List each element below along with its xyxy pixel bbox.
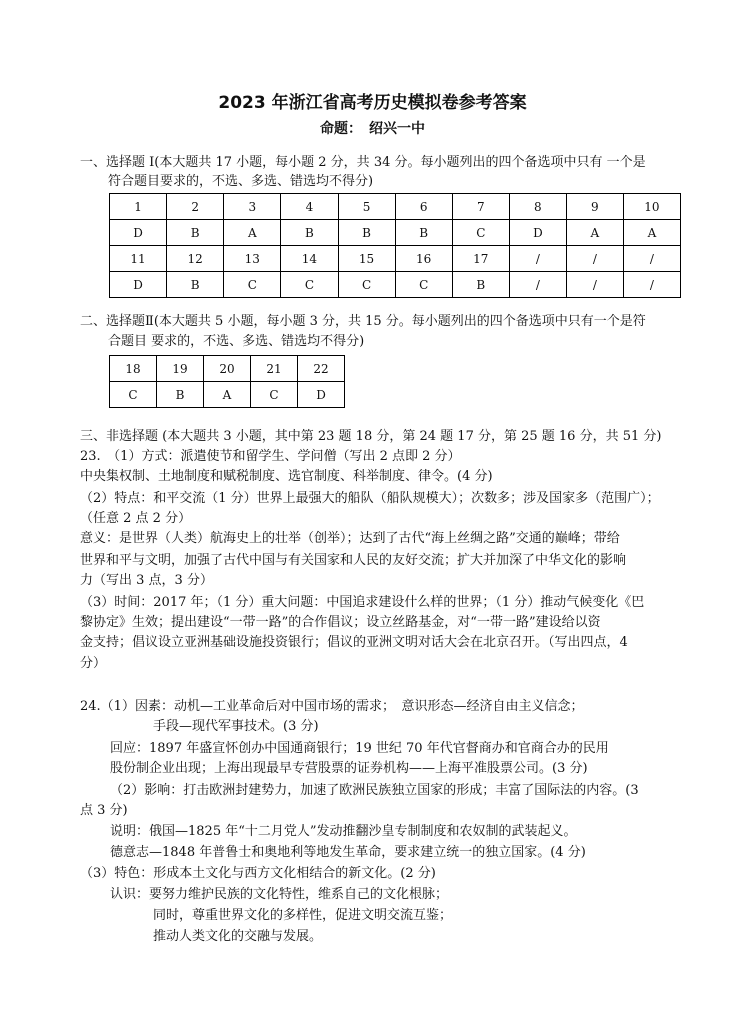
- answer-cell: B: [157, 382, 204, 408]
- section3-header: 三、非选择题 (本大题共 3 小题，其中第 23 题 18 分，第 24 题 17 分，第 25 题 16 分，共 51 分): [80, 429, 662, 444]
- q23-line: 世界和平与文明，加强了古代中国与有关国家和人民的友好交流；扩大并加深了中华文化的影响: [80, 553, 627, 568]
- question-number-cell: 14: [281, 246, 338, 272]
- document-subtitle: 命题： 绍兴一中: [320, 121, 425, 137]
- answer-cell: C: [452, 220, 509, 246]
- answer-cell: C: [251, 382, 298, 408]
- q23-line: 力（写出 3 点，3 分）: [80, 573, 213, 588]
- question-number-cell: 7: [452, 194, 509, 220]
- q24-line: 回应：1897 年盛宣怀创办中国通商银行；19 世纪 70 年代官督商办和官商合办的民用: [110, 741, 609, 756]
- answer-cell: A: [566, 220, 623, 246]
- q23-line: 黎协定》生效；提出建设“一带一路”的合作倡议；设立丝路基金，对“一带一路”建设给以资: [80, 615, 601, 630]
- question-number-cell: 3: [224, 194, 281, 220]
- answer-cell: C: [395, 272, 452, 298]
- q24-line: 同时，尊重世界文化的多样性，促进文明交流互鉴；: [153, 908, 453, 923]
- question-number-cell: 21: [251, 356, 298, 382]
- document-title: 2023 年浙江省高考历史模拟卷参考答案: [218, 93, 527, 113]
- answer-cell: A: [224, 220, 281, 246]
- question-number-cell: 9: [566, 194, 623, 220]
- q24-line: 股份制企业出现；上海出现最早专营股票的证券机构——上海平准股票公司。(3 分): [110, 761, 588, 776]
- answer-cell: C: [338, 272, 395, 298]
- answer-cell: B: [338, 220, 395, 246]
- answer-cell: B: [395, 220, 452, 246]
- question-number-cell: /: [623, 246, 680, 272]
- q23-line: 意义：是世界（人类）航海史上的壮举（创举）；达到了古代“海上丝绸之路”交通的巅峰；带给: [80, 531, 620, 546]
- answer-cell: D: [110, 220, 167, 246]
- question-number-cell: /: [509, 246, 566, 272]
- q24-line: 推动人类文化的交融与发展。: [153, 929, 323, 944]
- question-number-cell: 12: [167, 246, 224, 272]
- answer-cell: /: [509, 272, 566, 298]
- question-number-cell: 1: [110, 194, 167, 220]
- q23-line: 中央集权制、土地制度和赋税制度、选官制度、科举制度、律令。(4 分): [80, 469, 493, 484]
- answer-cell: B: [452, 272, 509, 298]
- question-number-cell: 11: [110, 246, 167, 272]
- table-row-numbers: [110, 246, 681, 272]
- q24-line: 手段—现代军事技术。(3 分): [153, 719, 319, 734]
- q24-line: （2）影响：打击欧洲封建势力，加速了欧洲民族独立国家的形成；丰富了国际法的内容。(3: [110, 783, 639, 798]
- question-number-cell: 19: [157, 356, 204, 382]
- q24-line: 德意志—1848 年普鲁士和奥地利等地发生革命，要求建立统一的独立国家。(4 分): [110, 845, 586, 860]
- question-number-cell: 13: [224, 246, 281, 272]
- q24-line: 点 3 分): [80, 803, 128, 818]
- section1-answer-table: [109, 193, 681, 298]
- q23-line: （2）特点：和平交流（1 分）世界上最强大的船队（船队规模大）；次数多；涉及国家多（范围广）；: [80, 491, 660, 506]
- q23-line: 23. （1）方式：派遣使节和留学生、学问僧（写出 2 点即 2 分）: [80, 449, 461, 464]
- answer-cell: B: [167, 272, 224, 298]
- answer-cell: D: [298, 382, 345, 408]
- question-number-cell: 5: [338, 194, 395, 220]
- answer-cell: C: [110, 382, 157, 408]
- q23-line: （任意 2 点 2 分）: [80, 511, 192, 526]
- answer-cell: B: [167, 220, 224, 246]
- table-row-numbers: [110, 356, 345, 382]
- q24-line: 24.（1）因素：动机—工业革命后对中国市场的需求； 意识形态—经济自由主义信念；: [80, 699, 584, 714]
- answer-cell: /: [566, 272, 623, 298]
- answer-cell: C: [224, 272, 281, 298]
- question-number-cell: 17: [452, 246, 509, 272]
- q23-line: 金支持；倡议设立亚洲基础设施投资银行；倡议的亚洲文明对话大会在北京召开。（写出四点，4: [80, 635, 628, 650]
- answer-cell: A: [204, 382, 251, 408]
- q23-line: 分）: [80, 656, 107, 671]
- section2-instructions-line1: 二、选择题Ⅱ(本大题共 5 小题，每小题 3 分，共 15 分。每小题列出的四个备选项中只有一个是符: [80, 314, 646, 329]
- answer-cell: A: [623, 220, 680, 246]
- question-number-cell: 2: [167, 194, 224, 220]
- question-number-cell: 4: [281, 194, 338, 220]
- answer-cell: D: [509, 220, 566, 246]
- table-row-answers: [110, 272, 681, 298]
- table-row-numbers: [110, 194, 681, 220]
- section1-instructions-line2: 符合题目要求的，不选、多选、错选均不得分): [108, 174, 374, 189]
- answer-cell: C: [281, 272, 338, 298]
- q24-line: 认识：要努力维护民族的文化特性，维系自己的文化根脉；: [110, 887, 449, 902]
- question-number-cell: 6: [395, 194, 452, 220]
- table-row-answers: [110, 382, 345, 408]
- question-number-cell: /: [566, 246, 623, 272]
- question-number-cell: 8: [509, 194, 566, 220]
- section2-instructions-line2: 合题目 要求的，不选、多选、错选均不得分): [108, 334, 365, 349]
- answer-cell: D: [110, 272, 167, 298]
- section2-answer-table: [109, 355, 345, 408]
- question-number-cell: 22: [298, 356, 345, 382]
- question-number-cell: 15: [338, 246, 395, 272]
- question-number-cell: 18: [110, 356, 157, 382]
- table-row-answers: [110, 220, 681, 246]
- section1-instructions-line1: 一、选择题 I(本大题共 17 小题，每小题 2 分，共 34 分。每小题列出的四个备选项中只有 一个是: [80, 155, 646, 170]
- answer-cell: B: [281, 220, 338, 246]
- question-number-cell: 16: [395, 246, 452, 272]
- answer-cell: /: [623, 272, 680, 298]
- q24-line: 说明：俄国—1825 年“十二月党人”发动推翻沙皇专制制度和农奴制的武装起义。: [110, 824, 577, 839]
- q23-line: （3）时间：2017 年；（1 分）重大问题：中国追求建设什么样的世界；（1 分）推动气候变化《巴: [80, 595, 645, 610]
- question-number-cell: 20: [204, 356, 251, 382]
- q24-line: （3）特色：形成本土文化与西方文化相结合的新文化。(2 分): [80, 866, 436, 881]
- question-number-cell: 10: [623, 194, 680, 220]
